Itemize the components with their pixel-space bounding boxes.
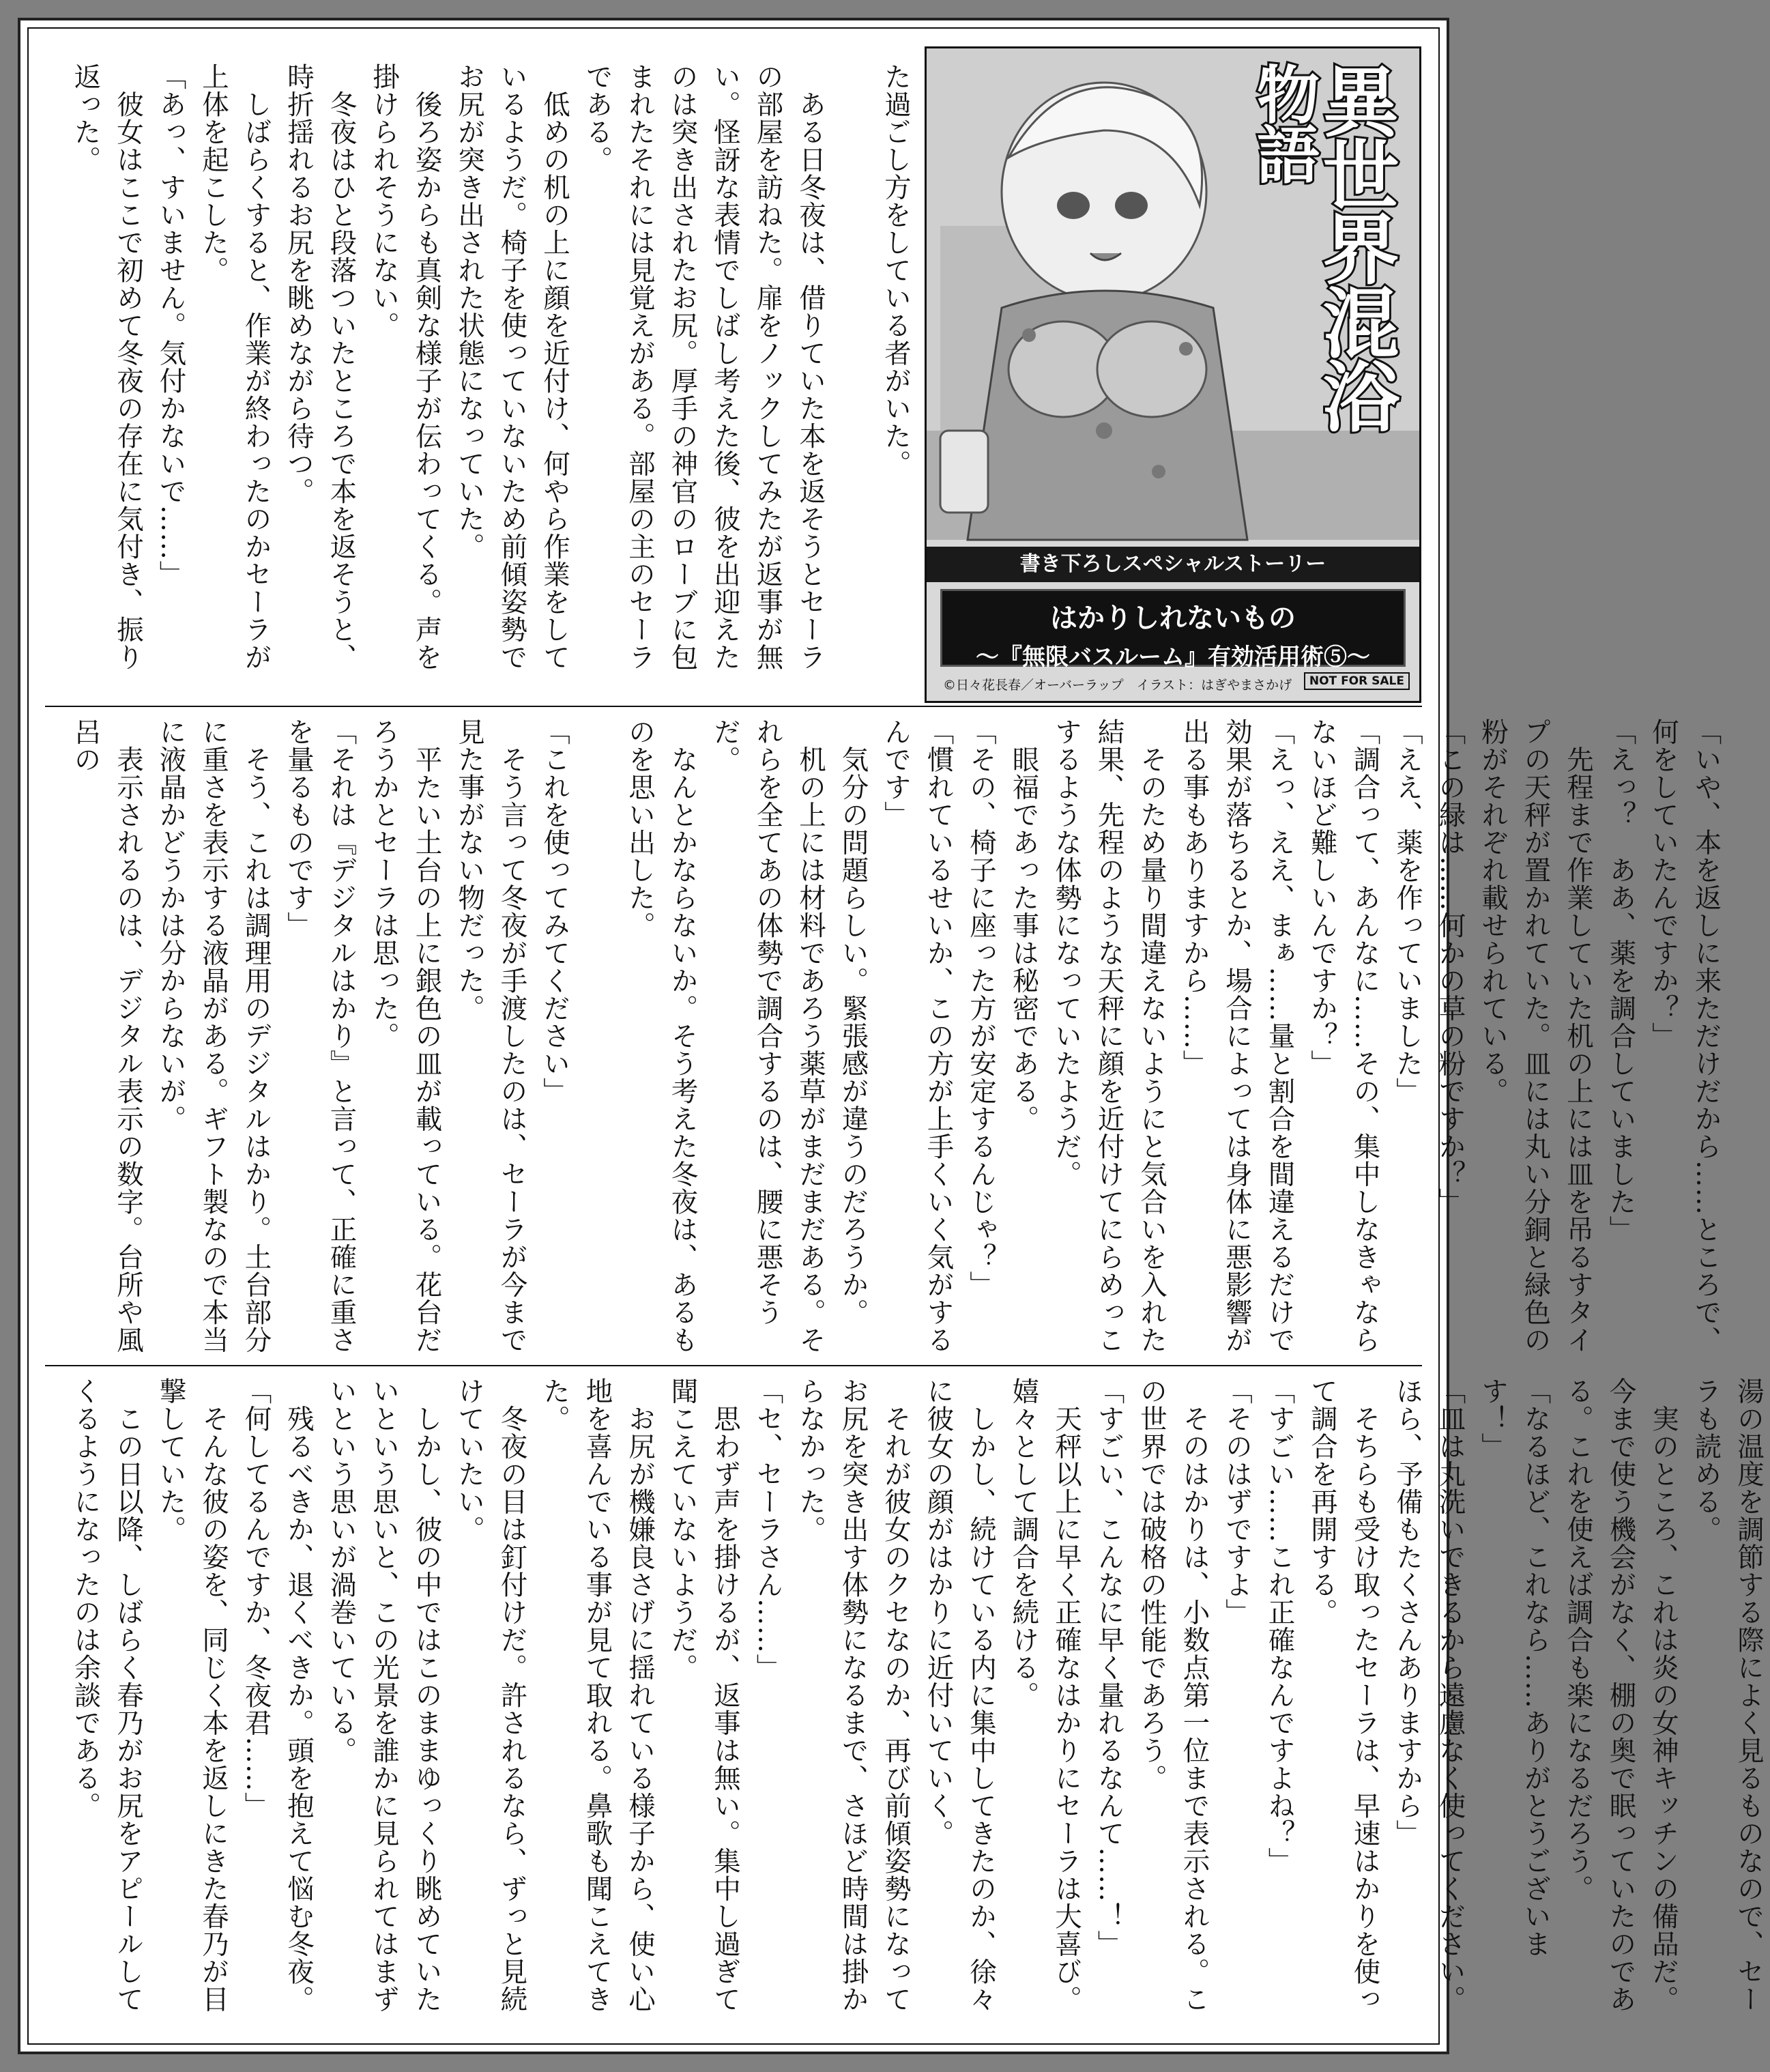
story-text-1: た過ごし方をしている者がいた。 ある日冬夜は、借りていた本を返そうとセーラの部屋を訪ねた。扉をノックしてみたが返事が無い。怪訝な表情でしばし考えた後、彼を出迎えたのは突き出されたお尻。厚手の神官のローブに包まれたそれには見覚えがある。部屋の主のセーラである。 低めの机の上に顔を近付け、何やら作業をしているようだ。椅子を使っていないため前傾姿勢でお尻が突き出された状態になっていた。 後ろ姿からも真剣な様子が伝わってくる。声を掛けられそうにない。 冬夜はひと段落ついたところで本を返そうと、時折揺れるお尻を眺めながら待つ。 しばらくすると、作業が終わったのかセーラが上体を起こした。 「あっ、すいません。気付かないで……」 彼女はここで初めて冬夜の存在に気付き、振り返った。	[70, 63, 912, 671]
story-title-box	[940, 589, 1406, 671]
copyright-credit: ©日々花長春／オーバーラップ イラスト：はぎやまさかげ	[943, 678, 1292, 693]
story-title: はかりしれないもの	[1050, 602, 1296, 634]
series-logo	[1247, 62, 1410, 472]
story-text-3: 湯の温度を調節する際によく見るものなので、セーラも読める。 実のところ、これは炎の女神キッチンの備品だ。今まで使う機会がなく、棚の奥で眠っていたのである。これを使えば調合も楽になるだろう。 「なるほど、これなら……ありがとうございます！」 「皿は丸洗いできるから遠慮なく使ってください。ほら、予備もたくさんありますから」 そちらも受け取ったセーラは、早速はかりを使って調合を再開する。 「すごい……これ正確なんですよね？」 「そのはずですよ」 そのはかりは、小数点第一位まで表示される。この世界では破格の性能であろう。 「すごい、こんなに早く量れるなんて……！」 天秤以上に早く正確なはかりにセーラは大喜び。嬉々として調合を続ける。 しかし、続けている内に集中してきたのか、徐々に彼女の顔がはかりに近付いていく。 それが彼女のクセなのか、再び前傾姿勢になってお尻を突き出す体勢になるまで、さほど時間は掛からなかった。 「セ、セーラさん……」 思わず声を掛けるが、返事は無い。集中し過ぎて聞こえていないようだ。 お尻が機嫌良さげに揺れている様子から、使い心地を喜んでいる事が見て取れる。鼻歌も聞こえてきた。 冬夜の目は釘付けだ。許されるなら、ずっと見続けていたい。 しかし、彼の中ではこのままゆっくり眺めていたいという思いと、この光景を誰かに見られてはまずいという思いが渦巻いている。 残るべきか、退くべきか。頭を抱えて悩む冬夜。 「何してるんですか、冬夜君……」 そんな彼の姿を、同じく本を返しにきた春乃が目撃していた。 この日以降、しばらく春乃がお尻をアピールしてくるようになったのは余談である。	[70, 1377, 1765, 2013]
story-block-top	[64, 63, 914, 697]
logo-sub-text: 物語	[1247, 62, 1320, 182]
section-divider-2	[45, 1365, 1422, 1366]
story-block-bottom	[64, 1377, 1765, 2019]
not-for-sale-badge: NOT FOR SALE	[1304, 672, 1410, 690]
story-subtitle: 〜『無限バスルーム』有効活用術⑤〜	[976, 644, 1370, 671]
logo-main-text: 異世界混浴	[1310, 62, 1399, 431]
story-block-middle	[64, 718, 1722, 1356]
section-divider-1	[45, 706, 1422, 707]
story-text-2: 「いや、本を返しに来ただけだから……ところで、何をしていたんですか？」 「えっ？ ああ、薬を調合していました」 先程まで作業していた机の上には皿を吊るすタイプの天秤が置かれていた。皿には丸い分銅と緑色の粉がそれぞれ載せられている。 「この緑は……何かの草の粉ですか？」 「ええ、薬を作っていました」 「調合って、あんなに……その、集中しなきゃならないほど難しいんですか？」 「えっ、ええ、まぁ……量と割合を間違えるだけで効果が落ちるとか、場合によっては身体に悪影響が出る事もありますから……」 そのため量り間違えないようにと気合いを入れた結果、先程のような天秤に顔を近付けてにらめっこするような体勢になっていたようだ。 眼福であった事は秘密である。 「その、椅子に座った方が安定するんじゃ？」 「慣れているせいか、この方が上手くいく気がするんです」 気分の問題らしい。緊張感が違うのだろうか。 机の上には材料であろう薬草がまだまだある。それらを全てあの体勢で調合するのは、腰に悪そうだ。 なんとかならないか。そう考えた冬夜は、あるものを思い出した。 「これを使ってみてください」 そう言って冬夜が手渡したのは、セーラが今まで見た事がない物だった。 平たい土台の上に銀色の皿が載っている。花台だろうかとセーラは思った。 「それは『デジタルはかり』と言って、正確に重さを量るものです」 そう、これは調理用のデジタルはかり。土台部分に重さを表示する液晶がある。ギフト製なので本当に液晶かどうかは分からないが。 表示されるのは、デジタル表示の数字。台所や風呂の	[70, 718, 1722, 1354]
book-cover	[925, 46, 1421, 703]
special-story-label: 書き下ろしスペシャルストーリー	[927, 547, 1419, 582]
